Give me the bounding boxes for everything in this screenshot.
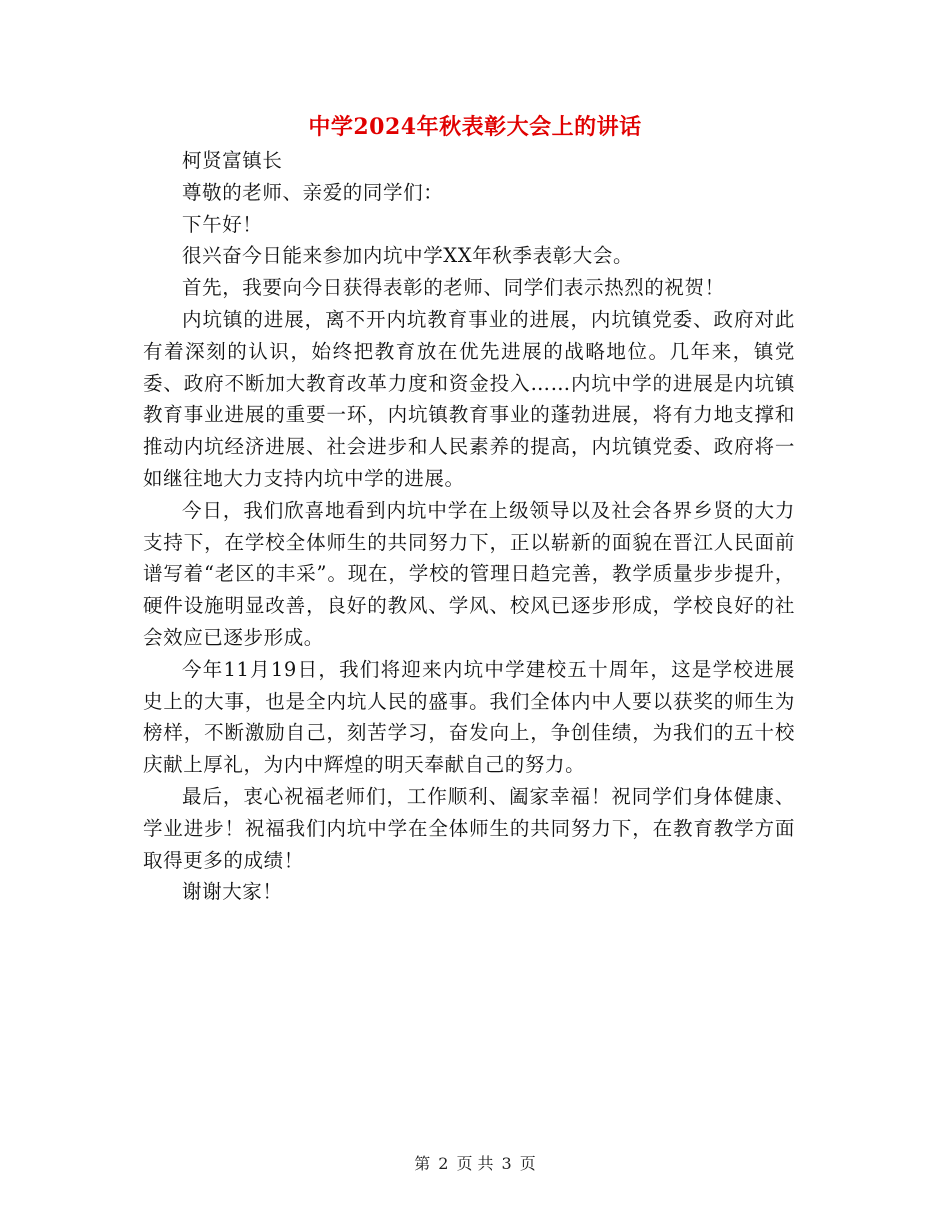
page-footer <box>0 1152 950 1176</box>
paragraph-intro: 很兴奋今日能来参加内坑中学XX年秋季表彰大会。 <box>182 244 634 268</box>
footer-suffix: 页 <box>519 1154 536 1173</box>
footer-page-number: 2 <box>438 1154 449 1173</box>
paragraph-wishes: 最后，衷心祝福老师们，工作顺利、阖家幸福！祝同学们身体健康、学业进步！祝福我们内坑中学在全体师生的共同努力下，在教育教学方面取得更多的成绩！ <box>143 784 795 872</box>
paragraph-achievements: 今日，我们欣喜地看到内坑中学在上级领导以及社会各界乡贤的大力支持下，在学校全体师生的共同努力下，正以崭新的面貌在晋江人民面前谱写着“老区的丰采”。现在，学校的管理日趋完善，教学质量步步提升，硬件设施明显改善，良好的教风、学风、校风已逐步形成，学校良好的社会效应已逐步形成。 <box>143 498 795 649</box>
paragraph-addresser: 柯贤富镇长 <box>182 149 283 172</box>
footer-middle: 页 共 <box>456 1154 494 1173</box>
footer-prefix: 第 <box>414 1154 431 1173</box>
document-title: 中学2024年秋表彰大会上的讲话 <box>308 114 642 140</box>
footer-total-pages: 3 <box>501 1154 512 1173</box>
paragraph-salutation: 尊敬的老师、亲爱的同学们： <box>182 180 444 204</box>
paragraph-thanks: 谢谢大家！ <box>182 880 283 904</box>
paragraph-greeting: 下午好！ <box>182 212 263 236</box>
paragraph-anniversary: 今年11月19日，我们将迎来内坑中学建校五十周年，这是学校进展史上的大事，也是全内坑人民的盛事。我们全体内中人要以获奖的师生为榜样，不断激励自己，刻苦学习，奋发向上，争创佳绩，为我们的五十校庆献上厚礼，为内中辉煌的明天奉献自己的努力。 <box>143 657 795 777</box>
paragraph-development: 内坑镇的进展，离不开内坑教育事业的进展，内坑镇党委、政府对此有着深刻的认识，始终把教育放在优先进展的战略地位。几年来，镇党委、政府不断加大教育改革力度和资金投入……内坑中学的进展是内坑镇教育事业进展的重要一环，内坑镇教育事业的蓬勃进展，将有力地支撑和推动内坑经济进展、社会进步和人民素养的提高，内坑镇党委、政府将一如继往地大力支持内坑中学的进展。 <box>143 307 795 490</box>
paragraph-congratulations: 首先，我要向今日获得表彰的老师、同学们表示热烈的祝贺！ <box>182 276 725 300</box>
document-body <box>143 145 795 908</box>
